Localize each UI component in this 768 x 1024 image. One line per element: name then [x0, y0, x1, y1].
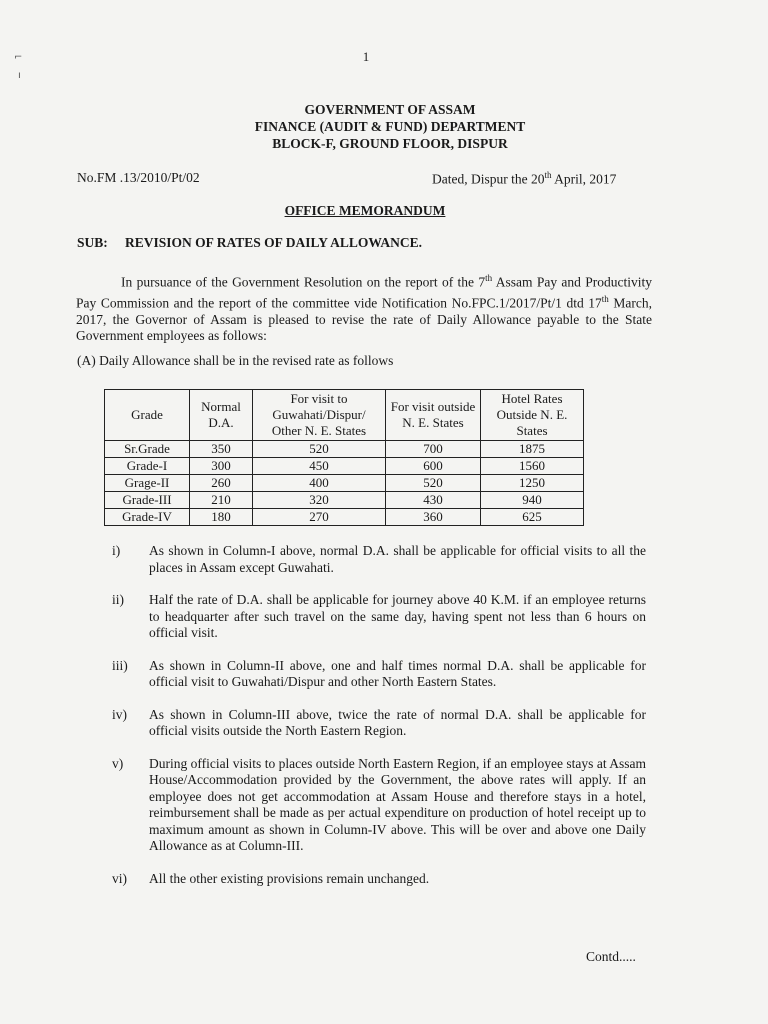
- header-government: GOVERNMENT OF ASSAM: [304, 102, 476, 117]
- note-number: i): [112, 543, 121, 558]
- note-text: As shown in Column-II above, one and half times normal D.A. shall be applicable for official visit to Guwahati/Dispur and other North Eastern States.: [149, 657, 646, 689]
- reference-number: No.FM .13/2010/Pt/02: [77, 170, 200, 185]
- list-item: [112, 658, 646, 691]
- subject-label: SUB:: [77, 235, 108, 250]
- cell-hotel: 940: [481, 492, 584, 509]
- cell-normal: 300: [190, 458, 253, 475]
- cell-hotel: 1560: [481, 458, 584, 475]
- note-number: vi): [112, 870, 127, 886]
- date-sup: th: [544, 170, 552, 180]
- cell-guwahati: 520: [253, 441, 386, 458]
- date-prefix: Dated, Dispur the 20: [432, 171, 545, 187]
- cell-outside: 360: [386, 509, 481, 526]
- continued-label: Contd.....: [586, 949, 636, 964]
- intro-sup-2: th: [601, 293, 609, 304]
- notes-list: [112, 543, 646, 903]
- header-outside-ne: For visit outside N. E. States: [386, 390, 481, 441]
- note-number: ii): [112, 592, 124, 607]
- intro-part-1: In pursuance of the Government Resolution on the report of the 7: [121, 274, 486, 290]
- header-normal-da: Normal D.A.: [190, 390, 253, 441]
- scan-mark-left-2: ı: [18, 70, 21, 81]
- section-a-heading: (A) Daily Allowance shall be in the revised rate as follows: [77, 353, 394, 368]
- daily-allowance-table: [104, 389, 584, 526]
- table-header-row: [105, 390, 584, 441]
- header-department: FINANCE (AUDIT & FUND) DEPARTMENT: [254, 119, 526, 134]
- list-item: [112, 707, 646, 740]
- cell-hotel: 1875: [481, 441, 584, 458]
- cell-outside: 520: [386, 475, 481, 492]
- note-text: All the other existing provisions remain unchanged.: [149, 870, 430, 886]
- note-text: During official visits to places outside North Eastern Region, if an employee stays at Assam House/Accommodation provided by the Government, the above rates will apply. If an employee does not get accommodation at Assam House and therefore stays in a hotel, reimbursement shall be made as per actual expenditure on production of hotel receipt up to maximum amount as shown in Column-IV above. This will be over and above one Daily Allowance as at Column-III.: [149, 755, 646, 853]
- list-item: [112, 871, 646, 888]
- cell-normal: 180: [190, 509, 253, 526]
- cell-guwahati: 450: [253, 458, 386, 475]
- intro-sup-1: th: [485, 273, 493, 283]
- cell-grade: Grade-IV: [105, 509, 190, 526]
- table-row: [105, 492, 584, 509]
- note-number: iii): [112, 657, 128, 673]
- cell-grade: Grade-III: [105, 492, 190, 509]
- intro-paragraph: [76, 270, 652, 344]
- note-text: As shown in Column-III above, twice the rate of normal D.A. shall be applicable for official visits outside the North Eastern Region.: [149, 706, 646, 738]
- table-row: [105, 441, 584, 458]
- note-number: iv): [112, 706, 127, 722]
- list-item: [112, 592, 646, 642]
- memo-title: OFFICE MEMORANDUM: [284, 203, 446, 218]
- cell-grade: Grage-II: [105, 475, 190, 492]
- table-row: [105, 475, 584, 492]
- cell-guwahati: 320: [253, 492, 386, 509]
- list-item: [112, 543, 646, 576]
- table-row: [105, 458, 584, 475]
- letterhead: [0, 101, 768, 152]
- scan-mark-left: ⌐: [14, 52, 23, 63]
- cell-guwahati: 400: [253, 475, 386, 492]
- note-text: Half the rate of D.A. shall be applicable for journey above 40 K.M. if an employee returns to headquarter after such travel on the same day, having spent not less than 6 hours on official visit.: [149, 592, 646, 640]
- note-text: As shown in Column-I above, normal D.A. shall be applicable for official visits to all the places in Assam except Guwahati.: [149, 543, 646, 575]
- page-number: 1: [362, 49, 370, 64]
- cell-outside: 600: [386, 458, 481, 475]
- cell-outside: 430: [386, 492, 481, 509]
- cell-grade: Sr.Grade: [105, 441, 190, 458]
- header-address: BLOCK-F, GROUND FLOOR, DISPUR: [272, 136, 508, 151]
- cell-normal: 260: [190, 475, 253, 492]
- cell-normal: 210: [190, 492, 253, 509]
- header-guwahati: For visit to Guwahati/Dispur/ Other N. E. States: [253, 390, 386, 441]
- cell-outside: 700: [386, 441, 481, 458]
- intro-part-3: March, 2017, the Governor of Assam is pleased to revise the rate of Daily Allowance payable to the State Government employees as follows:: [76, 295, 652, 343]
- date-line: [432, 170, 616, 188]
- cell-hotel: 1250: [481, 475, 584, 492]
- table-row: [105, 509, 584, 526]
- note-number: v): [112, 755, 124, 771]
- intro-part-2: Assam Pay and Productivity Pay Commission and the report of the committee vide Notification No.FPC.1/2017/Pt/1 dtd 17: [76, 274, 653, 311]
- cell-guwahati: 270: [253, 509, 386, 526]
- header-hotel-rates: Hotel Rates Outside N. E. States: [481, 390, 584, 441]
- cell-grade: Grade-I: [105, 458, 190, 475]
- subject-text: REVISION OF RATES OF DAILY ALLOWANCE.: [125, 235, 423, 250]
- cell-normal: 350: [190, 441, 253, 458]
- list-item: [112, 756, 646, 855]
- header-grade: Grade: [105, 390, 190, 441]
- date-suffix: April, 2017: [551, 171, 617, 187]
- cell-hotel: 625: [481, 509, 584, 526]
